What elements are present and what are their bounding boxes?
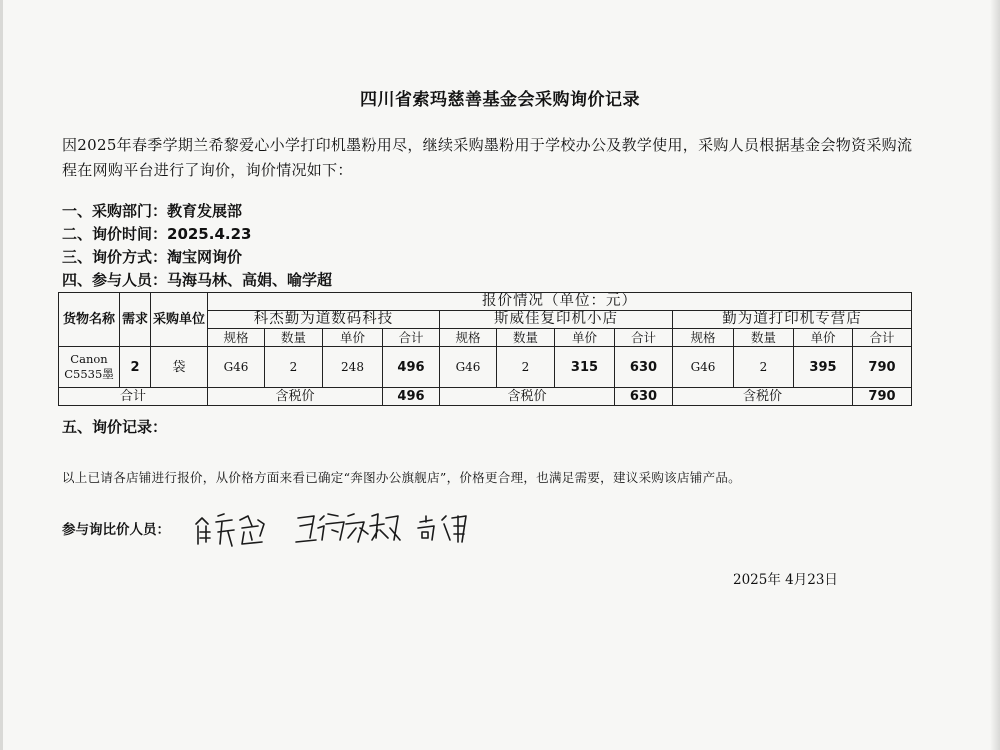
signature-3	[418, 516, 466, 542]
cell-tax-label: 含税价	[673, 388, 853, 406]
cell-price: 248	[323, 347, 383, 388]
cell-spec: G46	[673, 347, 734, 388]
header-quote: 报价情况（单位：元）	[208, 293, 912, 311]
subheader-spec: 规格	[673, 329, 734, 347]
cell-spec: G46	[440, 347, 497, 388]
vendor-name: 勤为道打印机专营店	[673, 311, 912, 329]
cell-tax-total: 496	[383, 388, 440, 406]
table-row	[59, 347, 912, 388]
cell-item-name: Canon C5535墨	[59, 347, 120, 388]
subheader-qty: 数量	[734, 329, 794, 347]
info-method: 三、询价方式：淘宝网询价	[62, 248, 243, 266]
document-title: 四川省索玛慈善基金会采购询价记录	[360, 90, 640, 110]
quote-table	[58, 292, 912, 406]
cell-price: 395	[794, 347, 853, 388]
cell-qty: 2	[265, 347, 323, 388]
cell-quantity: 2	[120, 347, 151, 388]
cell-total: 630	[615, 347, 673, 388]
conclusion-text: 以上已请各店铺进行报价，从价格方面来看已确定“奔图办公旗舰店”，价格更合理，也满足需要，建议采购该店铺产品。	[62, 470, 741, 485]
subheader-price: 单价	[555, 329, 615, 347]
header-unit: 采购单位	[151, 293, 208, 347]
subheader-price: 单价	[323, 329, 383, 347]
cell-tax-total: 790	[853, 388, 912, 406]
info-people: 四、参与人员：马海马林、高娟、喻学超	[62, 271, 333, 289]
subheader-spec: 规格	[440, 329, 497, 347]
cell-spec: G46	[208, 347, 265, 388]
cell-sum-label: 合计	[59, 388, 208, 406]
header-item-name: 货物名称	[59, 293, 120, 347]
cell-qty: 2	[497, 347, 555, 388]
signature-2	[296, 514, 400, 542]
cell-tax-label: 含税价	[208, 388, 383, 406]
cell-qty: 2	[734, 347, 794, 388]
cell-total: 496	[383, 347, 440, 388]
table-sum-row	[59, 388, 912, 406]
scan-left-edge	[0, 0, 3, 750]
info-department: 一、采购部门：教育发展部	[62, 202, 243, 220]
info-time: 二、询价时间：2025.4.23	[62, 225, 252, 243]
cell-tax-total: 630	[615, 388, 673, 406]
vendor-name: 科杰勤为道数码科技	[208, 311, 440, 329]
subheader-qty: 数量	[265, 329, 323, 347]
handwritten-signatures	[188, 502, 488, 552]
subheader-total: 合计	[615, 329, 673, 347]
table-header-row-1	[59, 293, 912, 311]
subheader-price: 单价	[794, 329, 853, 347]
subheader-total: 合计	[383, 329, 440, 347]
cell-price: 315	[555, 347, 615, 388]
signature-1	[196, 514, 264, 546]
header-quantity: 需求	[120, 293, 151, 347]
info-list	[62, 200, 332, 292]
participants-label: 参与询比价人员：	[62, 522, 170, 538]
subheader-spec: 规格	[208, 329, 265, 347]
intro-paragraph: 因2025年春季学期兰希黎爱心小学打印机墨粉用尽，继续采购墨粉用于学校办公及教学使用，采购人员根据基金会物资采购流程在网购平台进行了询价，询价情况如下：	[62, 136, 913, 179]
cell-tax-label: 含税价	[440, 388, 615, 406]
subheader-qty: 数量	[497, 329, 555, 347]
records-heading: 五、询价记录：	[62, 418, 168, 436]
subheader-total: 合计	[853, 329, 912, 347]
cell-total: 790	[853, 347, 912, 388]
document-date: 2025年 4月23日	[733, 572, 838, 588]
vendor-name: 斯威佳复印机小店	[440, 311, 673, 329]
scan-right-edge	[990, 0, 1000, 750]
cell-unit: 袋	[151, 347, 208, 388]
